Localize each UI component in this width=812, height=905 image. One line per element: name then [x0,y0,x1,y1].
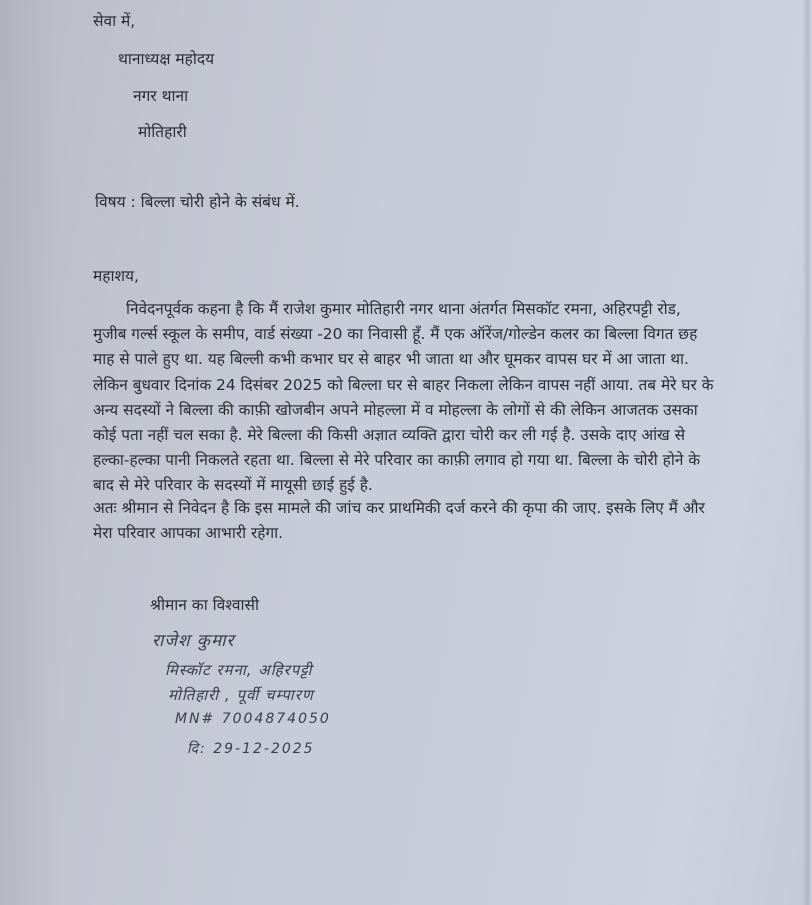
closing: श्रीमान का विश्वासी [150,596,259,614]
body-line: अतः श्रीमान से निवेदन है कि इस मामले की जांच कर प्राथमिकी दर्ज करने की कृपा की जाए. इसके लिए मैं और [93,499,705,517]
handwritten-address-line-2: मोतिहारी , पूर्वी चम्पारण [168,686,314,704]
body-line: लेकिन बुधवार दिनांक 24 दिसंबर 2025 को बिल्ला घर से बाहर निकला लेकिन वापस नहीं आया. तब मेरे घर के [93,375,714,394]
subject-line: विषय : बिल्ला चोरी होने के संबंध में. [95,193,300,211]
recipient-station: नगर थाना [133,87,189,105]
body-line: अन्य सदस्यों ने बिल्ला की काफ़ी खोजबीन अपने मोहल्ला में व मोहल्ला के लोगों से की लेकिन आजतक उसका [93,400,698,419]
body-line: मेरा परिवार आपका आभारी रहेगा. [93,524,284,543]
body-line: मुजीब गर्ल्स स्कूल के समीप, वार्ड संख्या -20 का निवासी हूँ. मैं एक ऑरेंज/गोल्डेन कलर का बिल्ला विगत छह [93,325,698,344]
recipient-designation: थानाध्यक्ष महोदय [118,50,215,68]
recipient-city: मोतिहारी [138,123,187,141]
body-paragraph-2 [93,496,715,546]
body-paragraph-1 [93,297,715,499]
body-line: बाद से मेरे परिवार के सदस्यों में मायूसी छाई हुई है. [93,476,373,495]
handwritten-date: दि: 29-12-2025 [187,741,315,757]
handwritten-mobile: MN# 7004874050 [175,711,331,727]
body-line: निवेदनपूर्वक कहना है कि मैं राजेश कुमार मोतिहारी नगर थाना अंतर्गत मिसकॉट रमना, अहिरपट्टी रोड, [126,300,681,318]
salutation-to: सेवा में, [93,12,136,30]
handwritten-signature-name: राजेश कुमार [152,631,235,651]
handwritten-address-line-1: मिस्कॉट रमना, अहिरपट्टी [165,661,313,679]
body-line: माह से पाले हुए था. यह बिल्ली कभी कभार घर से बाहर भी जाता था और घूमकर वापस घर में आ जाता था. [93,350,689,369]
body-line: हल्का-हल्का पानी निकलते रहता था. बिल्ला से मेरे परिवार का काफ़ी लगाव हो गया था. बिल्ला के चोरी होने के [93,451,701,470]
greeting: महाशय, [93,267,139,285]
body-line: कोई पता नहीं चल सका है. मेरे बिल्ला की किसी अज्ञात व्यक्ति द्वारा चोरी कर ली गई है. उसके दाए आंख से [93,426,686,445]
